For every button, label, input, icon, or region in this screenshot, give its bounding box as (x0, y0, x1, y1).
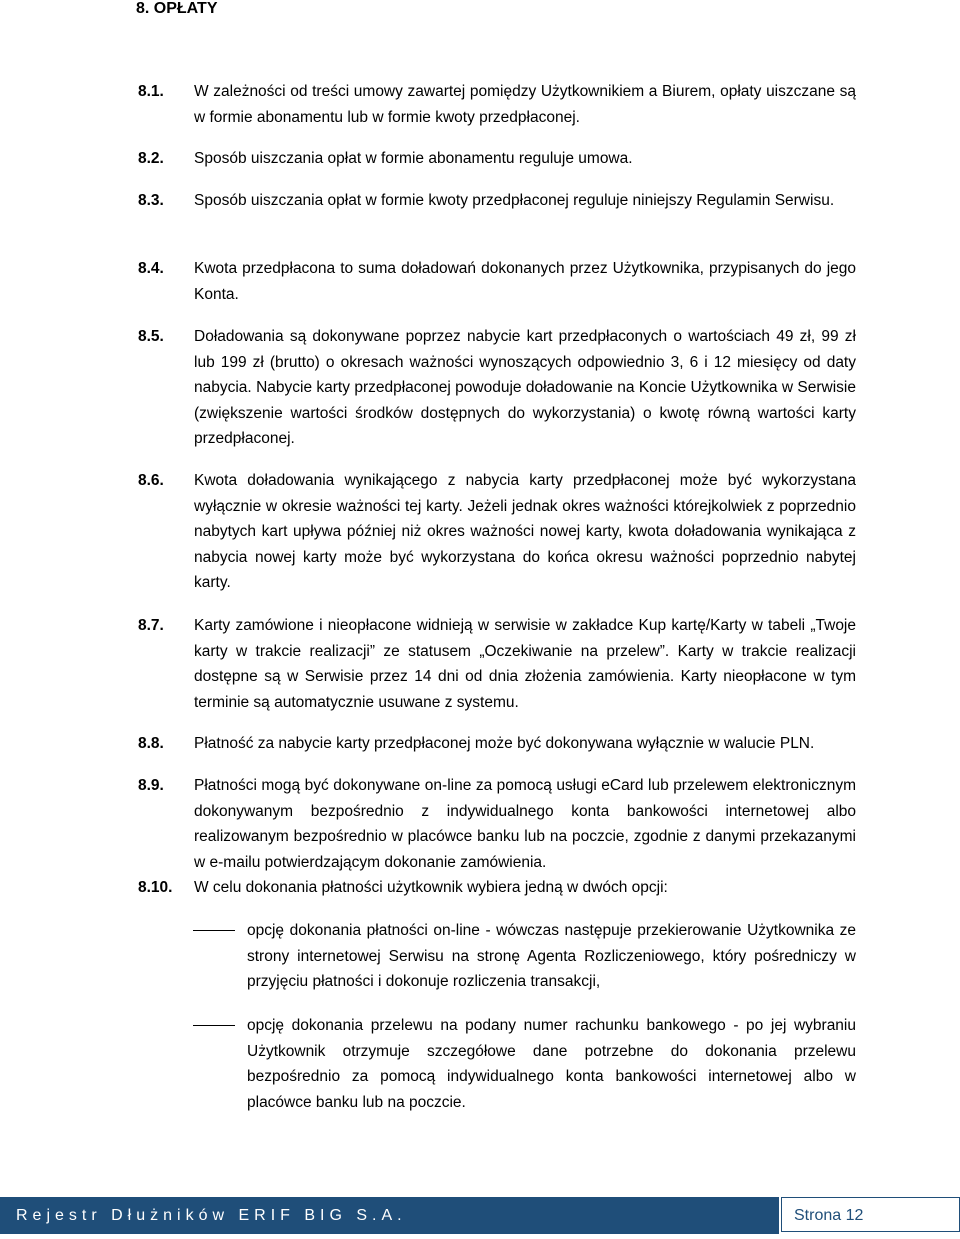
bullet-text: opcję dokonania przelewu na podany numer rachunku bankowego - po jej wybraniu Użytkownik otrzymuje szczegółowe dane potrzebne do dokonania przelewu bezpośrednio za pomocą indywidualnego konta bankowości internetowej albo w placówce banku lub na poczcie. (247, 1017, 856, 1111)
paragraph-text: Sposób uiszczania opłat w formie abonamentu reguluje umowa. (194, 150, 633, 167)
paragraph-number: 8.2. (138, 150, 164, 167)
paragraph-text: Kwota przedpłacona to suma doładowań dokonanych przez Użytkownika, przypisanych do jego Konta. (194, 260, 856, 303)
paragraph-number: 8.9. (138, 777, 164, 794)
footer-company-name: Rejestr Dłużników ERIF BIG S.A. (0, 1197, 779, 1234)
paragraph-number: 8.1. (138, 83, 164, 100)
paragraph-text: Karty zamówione i nieopłacone widnieją w serwisie w zakładce Kup kartę/Karty w tabeli „Twoje karty w trakcie realizacji” ze statusem „Oczekiwanie na przelew”. Karty w trakcie realizacji dostępne są w Serwisie przez 14 dni od dnia złożenia zamówienia. Karty nieopłacone w tym terminie są automatycznie usuwane z systemu. (194, 617, 856, 711)
paragraph-number: 8.5. (138, 328, 164, 345)
paragraph-number: 8.4. (138, 260, 164, 277)
page-footer (0, 1197, 960, 1234)
paragraph-text: W celu dokonania płatności użytkownik wybiera jedną w dwóch opcji: (194, 879, 668, 896)
footer-page-number: Strona 12 (781, 1197, 960, 1232)
paragraph-number: 8.3. (138, 192, 164, 209)
dash-bullet-icon (193, 1025, 235, 1026)
bullet-text: opcję dokonania płatności on-line - wówczas następuje przekierowanie Użytkownika ze strony internetowej Serwisu na stronę Agenta Rozliczeniowego, który pośredniczy w przyjęciu płatności i dokonuje rozliczenia transakcji, (247, 922, 856, 990)
dash-bullet-icon (193, 930, 235, 931)
section-heading: 8. OPŁATY (136, 0, 218, 17)
paragraph-number: 8.7. (138, 617, 164, 634)
paragraph-text: Sposób uiszczania opłat w formie kwoty przedpłaconej reguluje niniejszy Regulamin Serwisu. (194, 192, 835, 209)
paragraph-text: Płatność za nabycie karty przedpłaconej może być dokonywana wyłącznie w walucie PLN. (194, 735, 815, 752)
paragraph-number: 8.10. (138, 879, 173, 896)
paragraph-text: W zależności od treści umowy zawartej pomiędzy Użytkownikiem a Biurem, opłaty uiszczane są w formie abonamentu lub w formie kwoty przedpłaconej. (194, 83, 856, 126)
paragraph-text: Doładowania są dokonywane poprzez nabycie kart przedpłaconych o wartościach 49 zł, 99 zł lub 199 zł (brutto) o okresach ważności wynoszących odpowiednio 3, 6 i 12 miesięcy od daty nabycia. Nabycie karty przedpłaconej powoduje doładowanie na Koncie Użytkownika w Serwisie (zwiększenie wartości środków dostępnych do wykorzystania) o kwotę równą wartości karty przedpłaconej. (194, 328, 856, 447)
paragraph-number: 8.8. (138, 735, 164, 752)
paragraph-text: Kwota doładowania wynikającego z nabycia karty przedpłaconej może być wykorzystana wyłącznie w okresie ważności tej karty. Jeżeli jednak okres ważności którejkolwiek z poprzednio nabytych kart upływa później niż okres ważności nowej karty, kwota doładowania wynikająca z nabycia nowej karty może być wykorzystana do końca okresu ważności poprzednio nabytej karty. (194, 472, 856, 591)
paragraph-text: Płatności mogą być dokonywane on-line za pomocą usługi eCard lub przelewem elektronicznym dokonywanym bezpośrednio z indywidualnego konta bankowości internetowej albo realizowanym bezpośrednio w placówce banku lub na poczcie, zgodnie z danymi przekazanymi w e-mailu potwierdzającym dokonanie zamówienia. (194, 777, 856, 871)
paragraph-number: 8.6. (138, 472, 164, 489)
